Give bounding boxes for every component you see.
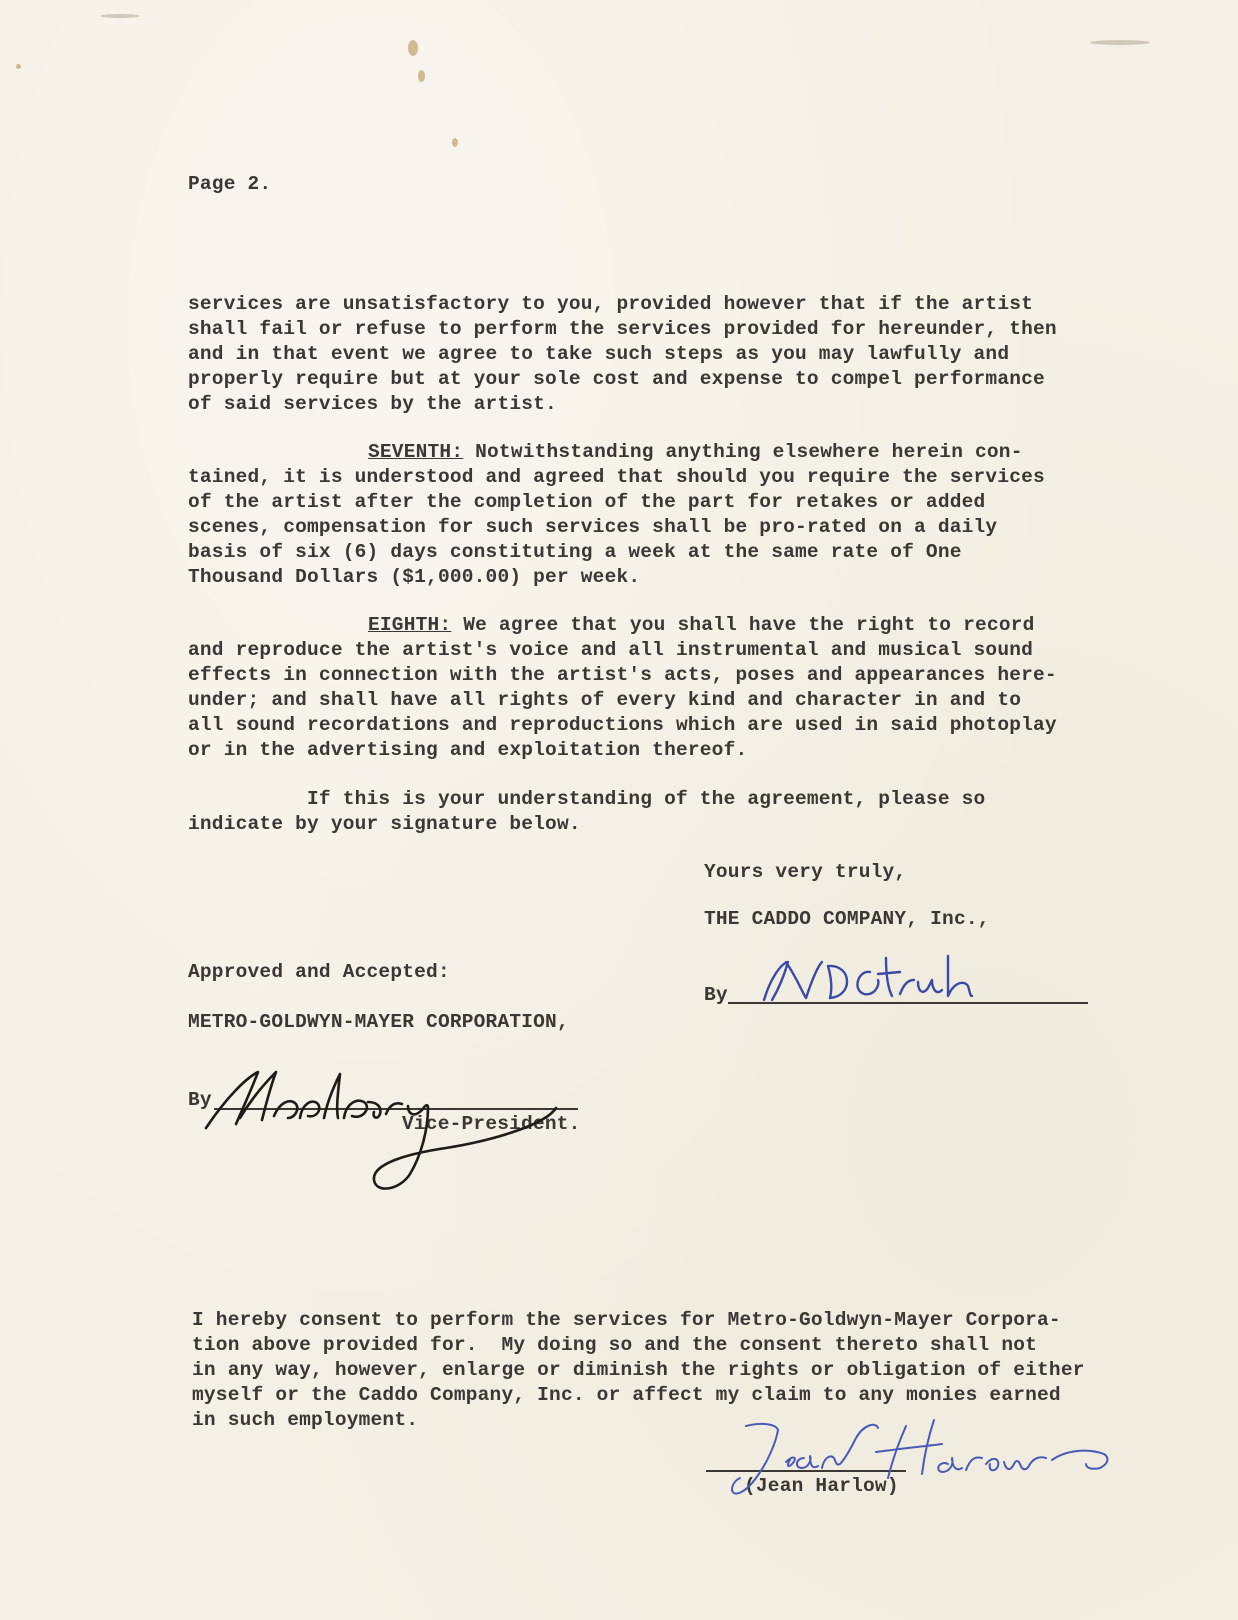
text-line: all sound recordations and reproductions which are used in said photoplay [188, 714, 1057, 736]
company-name: THE CADDO COMPANY, Inc., [704, 908, 990, 930]
text-line: of said services by the artist. [188, 393, 557, 415]
text-line: effects in connection with the artist's acts, poses and appearances here- [188, 664, 1057, 686]
text-line: under; and shall have all rights of every kind and character in and to [188, 689, 1022, 711]
text-line: myself or the Caddo Company, Inc. or affect my claim to any monies earned [192, 1384, 1061, 1406]
approval-corporation: METRO-GOLDWYN-MAYER CORPORATION, [188, 1011, 569, 1033]
text-line: indicate by your signature below. [188, 813, 581, 835]
text-line: I hereby consent to perform the services for Metro-Goldwyn-Mayer Corpora- [192, 1309, 1061, 1331]
closing-salutation: Yours very truly, [704, 861, 907, 883]
text-line: and reproduce the artist's voice and all instrumental and musical sound [188, 639, 1034, 661]
text-line: in such employment. [192, 1409, 419, 1431]
text-line: If this is your understanding of the agreement, please so [188, 788, 986, 810]
text-line: and in that event we agree to take such steps as you may lawfully and [188, 343, 1010, 365]
section-heading: EIGHTH: [368, 614, 452, 636]
page-label: Page 2. [188, 173, 272, 195]
section-heading: SEVENTH: [368, 441, 464, 463]
signature-by-label: By [188, 1089, 212, 1111]
text-line: tion above provided for. My doing so and the consent thereto shall not [192, 1334, 1038, 1356]
stain-mark [16, 64, 21, 69]
text-line: Thousand Dollars ($1,000.00) per week. [188, 566, 641, 588]
text-line: in any way, however, enlarge or diminish the rights or obligation of either [192, 1359, 1085, 1381]
text-line: services are unsatisfactory to you, provided however that if the artist [188, 293, 1034, 315]
stain-mark [100, 14, 140, 18]
text-span: We agree that you shall have the right to record [451, 614, 1035, 636]
signature-by-label: By [704, 984, 728, 1006]
paragraph-first-line [368, 613, 1035, 638]
handwritten-signature-caddo [758, 950, 998, 1010]
handwritten-signature-mgm [196, 1058, 596, 1198]
text-line: shall fail or refuse to perform the services provided for hereunder, then [188, 318, 1057, 340]
signatory-title: Vice-President. [402, 1113, 581, 1135]
approval-heading: Approved and Accepted: [188, 961, 450, 983]
text-line: basis of six (6) days constituting a week at the same rate of One [188, 541, 962, 563]
text-line: of the artist after the completion of the part for retakes or added [188, 491, 986, 513]
consent-signatory: (Jean Harlow) [744, 1475, 899, 1497]
text-line: tained, it is understood and agreed that should you require the services [188, 466, 1045, 488]
handwritten-signature-harlow [716, 1414, 1136, 1504]
text-line: or in the advertising and exploitation thereof. [188, 739, 748, 761]
text-line: properly require but at your sole cost and expense to compel performance [188, 368, 1045, 390]
text-span: Notwithstanding anything elsewhere herein con- [463, 441, 1023, 463]
paragraph-first-line [368, 440, 1023, 465]
text-line: scenes, compensation for such services shall be pro-rated on a daily [188, 516, 998, 538]
stain-mark [1090, 40, 1150, 45]
stain-mark [418, 70, 425, 82]
stain-mark [408, 40, 418, 56]
stain-mark [452, 138, 458, 147]
